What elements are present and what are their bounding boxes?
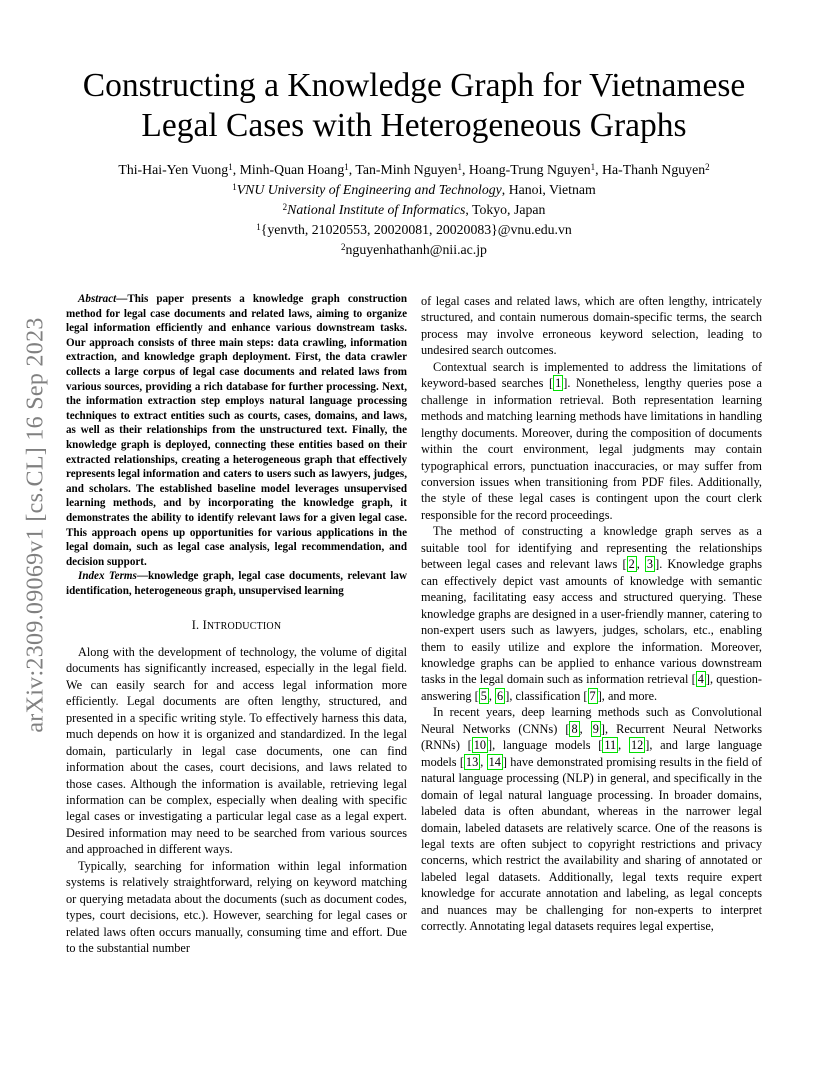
citation-link[interactable]: 4 — [697, 672, 704, 687]
citation-link[interactable]: 12 — [630, 738, 644, 753]
paragraph: Along with the development of technology, the volume of digital documents has significantly increased, especially in the legal field. We can easily search for and access legal information more efficiently. Legal documents are often lengthy, structured, and presented in a specific writing style. To effectively harness this data, much depends on how it is organized and standardized. In the legal domain, particularly in legal case documents, one can find information about the cases, court decisions, and laws related to those cases. Although the information is available, retrieving legal information can be complex, especially when dealing with specific legal cases or investigating a particular legal case as a legal expert. Desired information may need to be searched from various sources and approached in different ways. — [66, 644, 407, 857]
right-column — [421, 293, 762, 935]
abstract: Abstract—This paper presents a knowledge graph construction method for legal case documents and related laws, aiming to organize legal information efficiently and enhance various downstream tasks. Our approach consists of three main steps: data crawling, information extraction, and knowledge graph deployment. First, the data crawler collects a large corpus of legal case documents and related laws from various sources, providing a rich database for further processing. Next, the information extraction step employs natural language processing techniques to extract entities such as courts, cases, domains, and laws, as well as their relationships from the unstructured text. Finally, the knowledge graph is deployed, connecting these entities based on their extracted relationships, creating a heterogeneous graph that effectively represents legal information and caters to users such as lawyers, judges, and scholars. The established baseline model leverages unsupervised learning methods, and by incorporating the knowledge graph, it demonstrates the ability to identify relevant laws for a given legal case. This approach opens up opportunities for various applications in the legal domain, such as legal case analysis, legal recommendation, and decision support. — [66, 293, 407, 568]
title-line-2: Legal Cases with Heterogeneous Graphs — [141, 107, 687, 144]
author-name: Tan-Minh Nguyen — [355, 162, 458, 177]
paper-title — [60, 66, 768, 146]
affiliation-mark: 1 — [228, 162, 233, 172]
paragraph: The method of constructing a knowledge graph serves as a suitable tool for identifying and representing the relationships between legal cases and relevant laws [ 2 , 3 ]. Knowledge graphs can effectively depict vast amounts of knowledge with semantic meaning, facilitating easy access and structured querying. These knowledge graphs are designed in a user-friendly manner, catering to non-expert users such as lawyers, judges, scholars, etc., enabling them to easily utilize and explore the information. Moreover, knowledge graphs can be applied to enhance various downstream tasks in the legal domain such as information retrieval [ 4 ], question-answering [ 5 , 6 ], classification [ 7 ], and more. — [421, 524, 762, 703]
author-name: Thi-Hai-Yen Vuong — [118, 162, 229, 177]
citation-link[interactable]: 3 — [646, 557, 654, 572]
title-line-1: Constructing a Knowledge Graph for Vietnamese — [82, 67, 746, 104]
author-list: Thi-Hai-Yen Vuong$^1$, Minh-Quan Hoang$^1$, Tan-Minh Nguyen$^1$, Hoang-Trung Nguyen$^1$, Ha-Thanh Nguyen$^2$ — [118, 162, 710, 177]
citation-link[interactable]: 13 — [465, 754, 479, 769]
citation-link[interactable]: 9 — [592, 721, 599, 736]
paragraph: Typically, searching for information within legal information systems is relatively straightforward, relying on keyword matching or querying metadata about the documents (such as document codes, types, court decisions, etc.). However, searching for legal cases or related laws often occurs manually, consuming time and effort. Due to the substantial number — [66, 858, 407, 956]
paragraph: In recent years, deep learning methods such as Convolutional Neural Networks (CNNs) [ 8 , 9 ], Recurrent Neural Networks (RNNs) [ 10 ], language models [ 11 , 12 ], and large language models [ 13 , 14 ] have demonstrated promising results in the field of natural language processing (NLP) in general, and specifically in the domain of legal natural language processing. In broader domains, labeled data is often abundant, whereas in the narrower legal domain, labeled datasets are relatively scarce. One of the reasons is legal texts are often subject to copyright restrictions and privacy concerns, which restrict the availability and sharing of annotated or labeled legal datasets. Additionally, legal texts require expert knowledge for accurate annotation and labeling, as legal concepts and nuances may be challenging for non-experts to interpret correctly. Annotating legal datasets requires legal expertise, — [421, 705, 763, 934]
author-name: Hoang-Trung Nguyen — [468, 162, 591, 177]
email-2: $^2$nguyenhathanh@nii.ac.jp — [341, 242, 487, 257]
affiliation-2: $^2$National Institute of Informatics, Tokyo, Japan — [282, 202, 546, 217]
paragraph: Contextual search is implemented to address the limitations of keyword-based searches [ 1 ]. Nonetheless, lengthy queries pose a challenge in information retrieval. Both representation learning methods and matching learning methods have limitations in handling lengthy documents. Moreover, during the composition of documents within the court environment, legal judgments may contain typographical errors, punctuation inaccuracies, or may suffer from conversion issues when transitioning from PDF files. Additionally, the style of these legal cases is contingent upon the court clerk responsible for the record proceedings. — [421, 359, 762, 522]
affiliation-1: $^1$VNU University of Engineering and Technology, Hanoi, Vietnam — [232, 182, 596, 197]
affiliation-mark: 1 — [457, 162, 462, 172]
author-block — [60, 160, 768, 260]
affiliation-mark: 1 — [590, 162, 596, 172]
citation-link[interactable]: 8 — [571, 721, 578, 736]
left-column — [66, 292, 407, 957]
citation-link[interactable]: 11 — [604, 738, 617, 753]
email-1: $^1${yenvth, 21020553, 20020081, 20020083}@vnu.edu.vn — [256, 222, 572, 237]
affiliation-mark: 1 — [344, 162, 349, 172]
citation-link[interactable]: 1 — [555, 376, 562, 391]
affiliation-mark: 2 — [705, 162, 710, 172]
citation-link[interactable]: 2 — [628, 557, 635, 572]
index-terms: Index Terms—knowledge graph, legal case documents, relevant law identification, heterogeneous graph, unsupervised learning — [66, 570, 407, 597]
section-heading-introduction: I. INTRODUCTION — [191, 618, 282, 633]
arxiv-sidebar — [16, 290, 56, 760]
citation-link[interactable]: 5 — [480, 688, 487, 703]
citation-link[interactable]: 6 — [497, 688, 504, 703]
paragraph: of legal cases and related laws, which are often lengthy, intricately structured, and contain numerous domain-specific terms, the search process may involve erroneous keyword selection, leading to undesired search outcomes. — [421, 294, 762, 358]
author-name: Ha-Thanh Nguyen — [602, 162, 706, 177]
arxiv-identifier: arXiv:2309.09069v1 [cs.CL] 16 Sep 2023 — [22, 317, 49, 733]
author-name: Minh-Quan Hoang — [239, 162, 345, 177]
citation-link[interactable]: 10 — [473, 738, 487, 753]
citation-link[interactable]: 7 — [589, 688, 596, 703]
citation-link[interactable]: 14 — [488, 754, 501, 769]
